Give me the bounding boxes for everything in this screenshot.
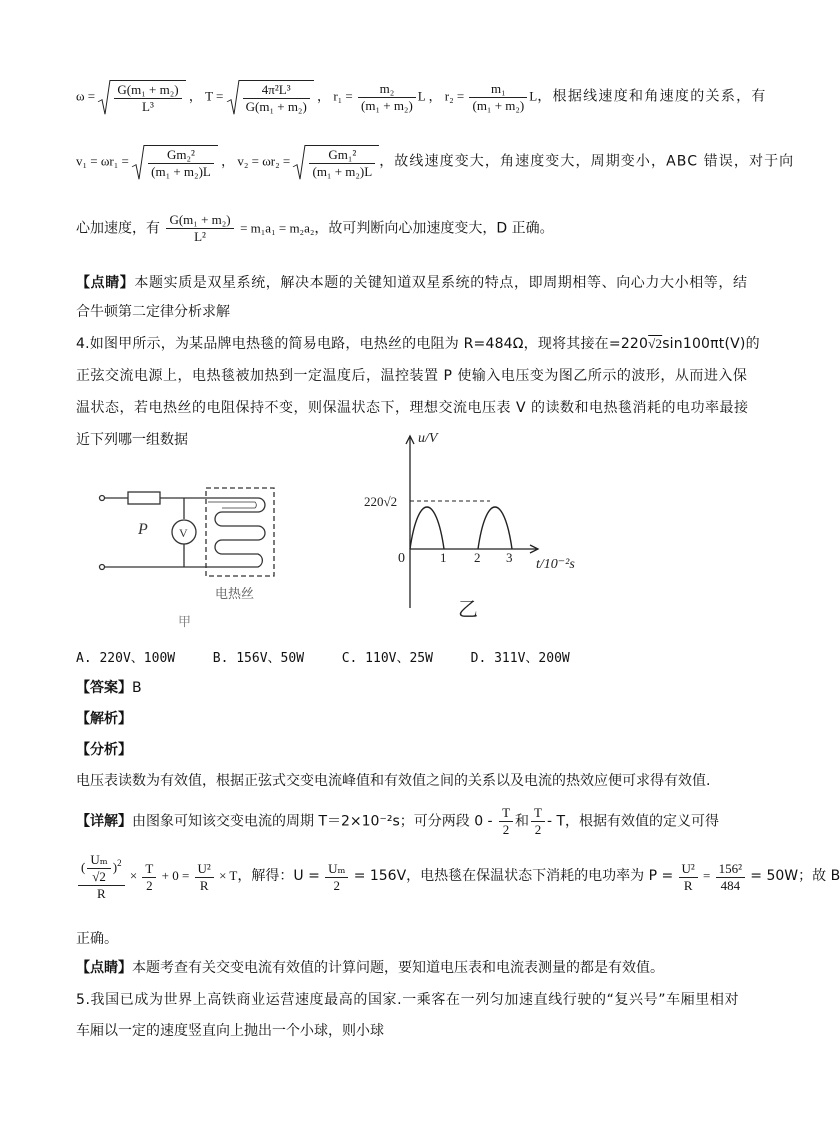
times-sign: × [129,867,138,883]
peak-label: 220√2 [364,494,398,509]
xiangjie-and: 和 [515,813,530,830]
q4-line-3: 温状态，若电热丝的电阻保持不变，则保温状态下，理想交流电压表 V 的读数和电热毯消耗的电功率最接 [76,400,749,416]
r2-label: r₂ = [444,88,465,104]
answer-line [76,677,142,697]
dianjing-1-text: 本题实质是双星系统，解决本题的关键知道双星系统的特点，即周期相等、向心力大小相等，结 [134,275,748,291]
v1-label: v₁ = ωr₁ = [76,153,129,169]
q4-line-4: 近下列哪一组数据 [76,432,188,448]
omega-sqrt [98,80,185,115]
dianjing-2-line [76,957,664,977]
omega-label: ω = [76,88,96,104]
r1-label: r₁ = [333,88,353,104]
tick-label-3: 3 [506,550,513,565]
answer-value: B [132,680,142,696]
two-denominator: 2 [146,877,153,893]
r1-numerator: m₂ [358,81,416,98]
t-numerator: T [142,861,156,878]
half-period-num-2: T [531,805,545,822]
v-label: V [179,526,188,540]
dianjing-2-tag: 【点睛】 [76,960,132,976]
q4-text-c: sin100πt(V)的 [662,336,760,352]
p-label: P [138,521,148,538]
formula-line-1: ω = $\frac{\text{G(m₁ + m₂)}}{\text{L³}}$ ， T = $\frac{\text{4π²L³}}{\text{G(m₁ + m₂)}}$ ， r₁ = $\frac{\text{m₂}}{\text{(m₁ + m₂)}}$ L ， r₂ = $\frac{\text{m₁}}{\text{(m₁ + m₂)}}$ L，根据线速度和角速度的关系，有 [76,81,767,114]
v1-sqrt [132,145,218,180]
v2-numerator: Gm₁² [309,147,375,164]
tick-label-1: 1 [440,550,447,565]
dianjing-tag: 【点睛】 [76,275,135,291]
half-period-den-2: 2 [534,822,542,837]
half-period-num-1: T [499,805,513,822]
zhengque-line: 正确。 [76,931,118,947]
line3-denominator: L² [194,229,206,244]
caption-jia: 甲 [178,615,192,630]
r2-denominator: (m₁ + m₂) [472,98,525,113]
options-row [76,647,570,666]
half-period-den-1: 2 [502,822,510,837]
plus-zero: + 0 = [161,867,190,883]
line3-text: ，故可判断向心加速度变大，D 正确。 [314,220,554,237]
times-t: × T [219,867,238,883]
v1-numerator: Gm₂² [148,147,214,164]
solve-text: ，解得：U = [237,867,320,884]
terminal-top [100,496,105,501]
line3-equation: = m₁a₁ = m₂a₂ [240,220,315,236]
xiangjie-text-1: 由图象可知该交变电流的周期 T＝2×10⁻²s；可分两段 0 - [132,813,493,830]
waveform-chart [360,428,600,633]
terminal-bottom [100,565,105,570]
dianjing-2-text: 本题考查有关交变电流有效值的计算问题，要知道电压表和电流表测量的都是有效值。 [132,960,664,976]
option-a: A. 220V、100W [76,651,176,666]
sqrt2-denominator: √2 [92,869,106,884]
r2-numerator: m₁ [469,81,527,98]
equals-sign: = [703,867,711,883]
q5-line-1: 5.我国已成为世界上高铁商业运营速度最高的国家.一乘客在一列匀加速直线行驶的“复兴号”车厢里相对 [76,992,740,1008]
caption-yi: 乙 [458,597,478,621]
v1-denominator: (m₁ + m₂)L [151,164,211,179]
wire-label: 电热丝 [215,587,255,602]
xiangjie-line [76,805,719,838]
r2-L: L [529,88,538,104]
formula-line-3 [76,212,554,245]
q4-line-2: 正弦交流电源上，电热毯被加热到一定温度后，温控装置 P 使输入电压变为图乙所示的波形，从而进入保 [76,368,748,384]
formula-line-2: v₁ = ωr₁ = $\frac{\text{Gm₂²}}{\text{(m₁ + m₂)L}}$ ， v₂ = ωr₂ = $\frac{\text{Gm₁²}}{\text{(m₁ + m₂)L}}$ ，故线速度变大，角速度变大，周期变小，ABC 错误，对于向 [76,147,795,179]
line3-numerator: G(m₁ + m₂) [166,212,233,229]
option-b: B. 156V、50W [212,651,305,666]
line1-text: ，根据线速度和角速度的关系，有 [537,88,767,105]
period-numerator: 4π²L³ [243,82,310,99]
line2-text: ，故线速度变大，角速度变大，周期变小，ABC 错误，对于向 [379,153,795,170]
jiexi-tag: 【解析】 [76,711,132,727]
temperature-controller-p [128,492,160,504]
q4-line-1 [76,333,760,353]
y-axis-label: u/V [418,431,438,446]
um2-numerator: Uₘ [325,861,348,878]
option-d: D. 311V、200W [470,651,570,666]
omega-denominator: L³ [142,99,154,114]
v2-label: v₂ = ωr₂ = [237,153,291,169]
line3-prefix: 心加速度，有 [76,220,160,237]
x-axis-label: t/10⁻²s [536,557,575,572]
origin-label: 0 [398,551,405,566]
square-exponent: 2 [117,858,122,869]
v2-sqrt [293,145,379,180]
circuit-diagram [90,480,320,630]
r-denominator: R [96,886,106,901]
power-numerator: U² [679,861,698,878]
n156-numerator: 156² [716,861,745,878]
tail-text: = 50W；故 B [750,867,840,884]
option-c: C. 110V、25W [341,651,433,666]
dianjing-1-line-2: 合牛顿第二定律分析求解 [76,304,230,320]
power-denominator: R [683,877,693,893]
dianjing-1-line-1 [76,272,748,292]
um-numerator: Uₘ [87,852,110,869]
period-sqrt [227,80,314,115]
r1-denominator: (m₁ + m₂) [361,98,413,113]
d484-denominator: 484 [720,877,741,893]
q4-text-a: 4.如图甲所示，为某品牌电热毯的简易电路，电热丝的电阻为 R=484Ω，现将其接在=220 [76,336,649,352]
wave-half-2 [478,507,512,549]
r2-denominator: R [199,877,209,893]
q4-sqrt2: √2 [648,336,663,351]
v2-denominator: (m₁ + m₂)L [312,164,373,179]
period-denominator: G(m₁ + m₂) [245,99,307,114]
period-label: T = [205,88,224,104]
result-text: = 156V，电热毯在保温状态下消耗的电功率为 P = [353,867,674,884]
q5-line-2: 车厢以一定的速度竖直向上抛出一个小球，则小球 [76,1023,384,1039]
wave-half-1 [410,507,444,549]
r1-L: L [417,88,426,104]
xiangjie-text-2: - T，根据有效值的定义可得 [546,813,720,830]
effective-value-equation: ( $\frac{\text{Uₘ}}{√2}$ )$^2$ R × $\frac{T}{2}$ + 0 = $\frac{\text{U²}}{R}$ × T，解得：U = $\frac{\text{Uₘ}}{2}$ = 156V，电热毯在保温状态下消耗的电功率为 P = $\frac{\text{U²}}{R}$ = $\frac{\text{156²}}{484}$ = 50W；故 B [76,852,840,902]
u2-numerator: U² [195,861,214,878]
um2-denominator: 2 [333,877,340,893]
fenxi-tag: 【分析】 [76,742,132,758]
answer-tag: 【答案】 [76,680,132,696]
xiangjie-tag: 【详解】 [76,813,132,830]
omega-numerator: G(m₁ + m₂) [114,82,181,99]
tick-label-2: 2 [474,550,481,565]
fenxi-text: 电压表读数为有效值，根据正弦式交变电流峰值和有效值之间的关系以及电流的热效应便可求得有效值. [76,773,711,789]
